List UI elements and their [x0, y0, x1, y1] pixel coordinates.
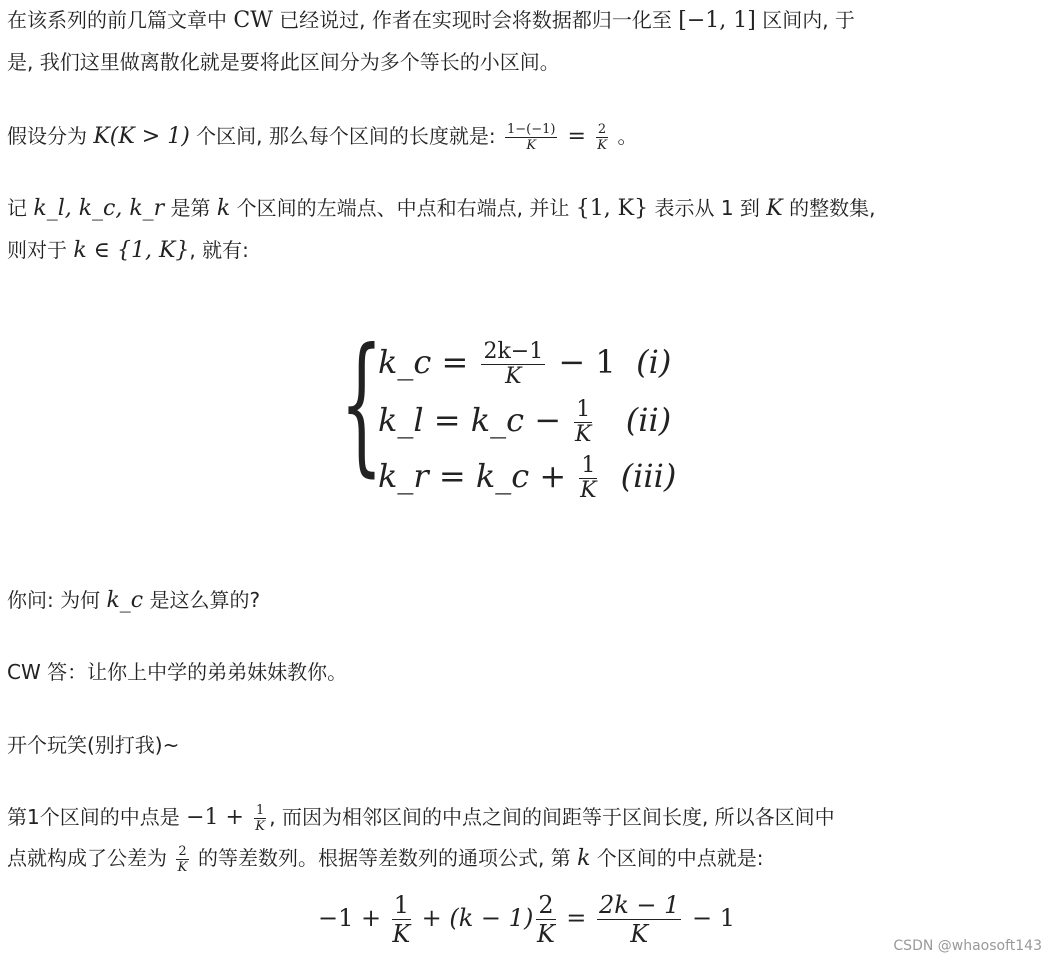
lhs: k_l = k_c − [378, 401, 572, 439]
equation-row [378, 392, 671, 448]
rest: − 1 [548, 343, 616, 381]
denominator: K [580, 478, 597, 503]
fraction [254, 803, 266, 834]
numerator: 2 [538, 891, 554, 919]
math: + (k − 1) [414, 904, 534, 932]
tag: (iii) [620, 457, 677, 495]
denominator: K [392, 920, 411, 948]
math: k_c [106, 588, 144, 613]
lhs: k_r = k_c + [378, 457, 577, 495]
numerator: 2k − 1 [598, 891, 680, 919]
text: 记 [7, 196, 34, 220]
numerator: 1−(−1) [507, 122, 556, 137]
numerator: 1 [393, 891, 410, 919]
p7-line1 [7, 797, 835, 837]
numerator: 1 [255, 803, 265, 818]
fraction [481, 340, 545, 389]
denominator: K [255, 819, 265, 834]
p1-line1 [7, 0, 855, 40]
text: 的等差数列。根据等差数列的通项公式, 第 [191, 846, 578, 870]
math: −1 + [186, 805, 251, 830]
text: 点就构成了公差为 [7, 846, 174, 870]
fraction [596, 122, 608, 153]
denominator: K [536, 920, 555, 948]
watermark: CSDN @whaosoft143 [893, 938, 1042, 954]
fraction [536, 891, 555, 948]
fraction [597, 891, 681, 948]
math: k [577, 846, 591, 871]
p5: CW 答：让你上中学的弟弟妹妹教你。 [7, 660, 348, 684]
math: − 1 [684, 904, 736, 932]
text: 个区间的中点就是: [590, 846, 764, 870]
math: CW [233, 8, 273, 33]
numerator: 1 [576, 397, 591, 422]
math: [−1, 1] [678, 8, 756, 33]
math: K [766, 196, 783, 221]
denominator: K [575, 422, 592, 447]
numerator: 2k−1 [483, 339, 544, 364]
text: 表示从 1 到 [648, 196, 767, 220]
text: 在该系列的前几篇文章中 [7, 8, 234, 32]
denominator: K [177, 860, 188, 875]
math: k [216, 196, 231, 221]
denominator: K [597, 138, 607, 153]
text: 已经说过, 作者在实现时会将数据都归一化至 [272, 8, 679, 32]
text: 是第 [164, 196, 217, 220]
text: 是这么算的? [143, 588, 261, 612]
math: k ∈ {1, K} [73, 238, 190, 263]
text: 。 [611, 124, 638, 148]
tag: (i) [636, 343, 672, 381]
numerator: 1 [581, 453, 596, 478]
final-equation [318, 888, 735, 948]
lhs: k_c = [378, 343, 479, 381]
fraction [176, 844, 188, 875]
text: 区间内, 于 [755, 8, 855, 32]
p3-line2 [7, 230, 249, 270]
text: 个区间的左端点、中点和右端点, 并让 [230, 196, 576, 220]
denominator: K [630, 920, 649, 948]
text: 则对于 [7, 238, 74, 262]
numerator: 2 [597, 122, 607, 137]
math: {1, K} [575, 196, 649, 221]
text: 你问: 为何 [7, 588, 107, 612]
math: −1 + [318, 904, 389, 932]
text: 假设分为 [7, 124, 94, 148]
math: = [560, 124, 593, 149]
p1-line2: 是, 我们这里做离散化就是要将此区间分为多个等长的小区间。 [7, 50, 560, 74]
math: K(K > 1) [93, 124, 190, 149]
fraction [574, 398, 592, 447]
p2 [7, 116, 638, 156]
text: 个区间, 那么每个区间的长度就是: [189, 124, 502, 148]
text: 第1个区间的中点是 [7, 805, 187, 829]
text: , 就有: [189, 238, 249, 262]
left-brace: { [340, 317, 383, 491]
denominator: K [505, 364, 522, 389]
fraction [579, 454, 597, 503]
p4 [7, 580, 260, 620]
equation-row [378, 334, 671, 390]
numerator: 2 [178, 844, 187, 859]
fraction [392, 891, 411, 948]
text: , 而因为相邻区间的中点之间的间距等于区间长度, 所以各区间中 [269, 805, 835, 829]
p3-line1 [7, 188, 875, 228]
math: k_l, k_c, k_r [33, 196, 165, 221]
fraction [505, 122, 557, 153]
tag: (ii) [625, 401, 672, 439]
text: 的整数集, [782, 196, 876, 220]
denominator: K [526, 138, 537, 153]
math: = [558, 904, 594, 932]
equation-system [340, 317, 700, 508]
p6: 开个玩笑(别打我)~ [7, 733, 180, 757]
p7-line2 [7, 838, 764, 878]
equation-row [378, 448, 676, 504]
